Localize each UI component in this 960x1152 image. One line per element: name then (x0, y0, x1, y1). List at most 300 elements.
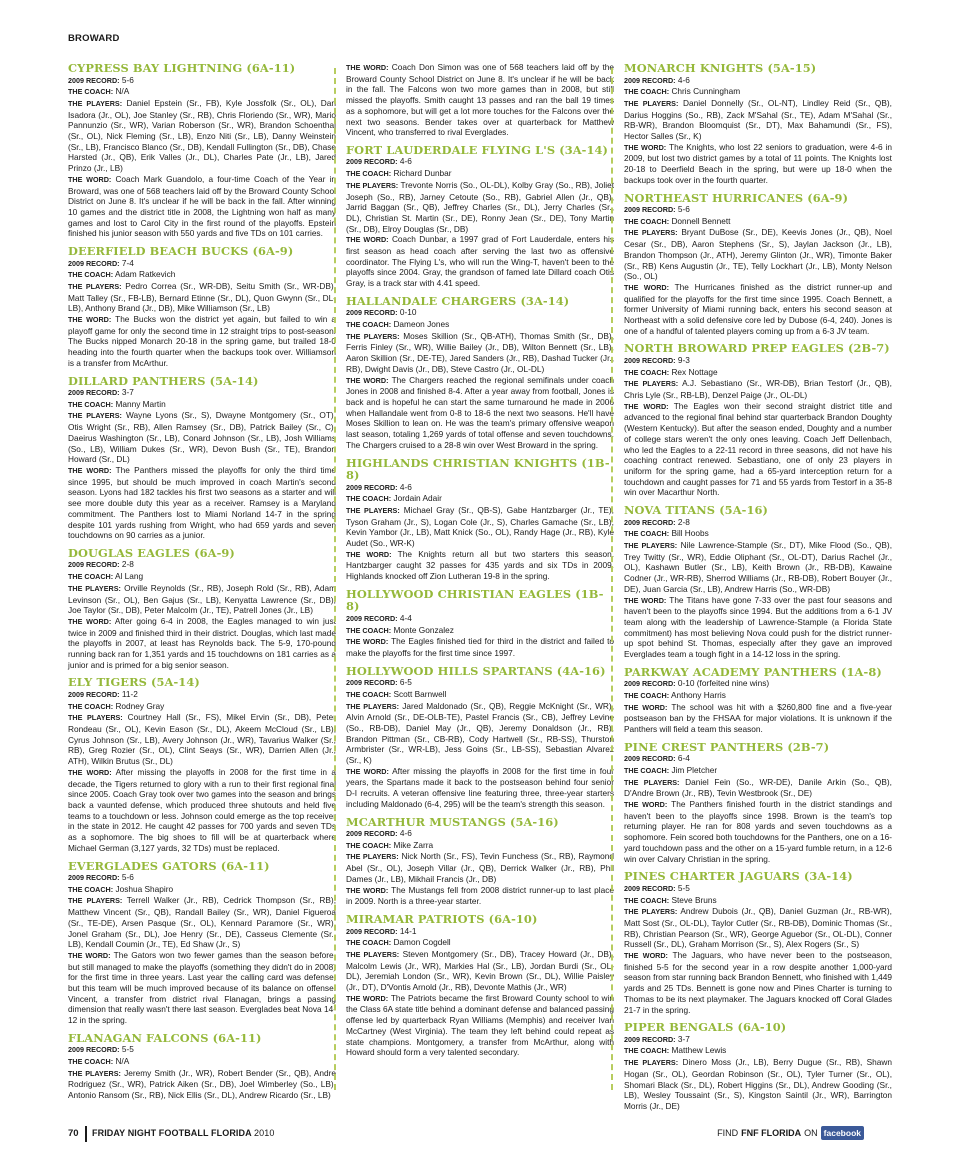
team-word-text: The Hurricanes finished as the district runner-up and qualified for the playoffs for the first time since 1995. Coach Bennett, a former University of Miami running back, enters his second season at Northeast with a solid defensive core led by Dubose (6-4, 240). Jones is one of a handful of talented players coming up from a 6-3 JV team. (624, 281, 892, 336)
team-coach (624, 765, 892, 777)
team-name: MCARTHUR MUSTANGS (5A-16) (346, 814, 559, 829)
team-players (624, 777, 892, 799)
team-players-text: Courtney Hall (Sr., FS), Mikel Ervin (Sr., DB), Peter Rondeau (Sr., OL), Kevin Eason (Sr., DL), Akeem McCloud (Sr., LB), Cyrus Johnson (Sr., LB), Avery Johnson (Jr., WR), Tavarius Walker (Sr., RB), Greg Rozier (Sr., OL), Clint Seays (Sr., WR), Darrien Allen (Jr., ATH), Wilkin Brutus (Sr., DL) (68, 712, 336, 767)
publication-year: 2010 (254, 1128, 275, 1138)
team-entry (68, 676, 336, 853)
team-entry (68, 375, 336, 541)
team-entry (346, 665, 614, 810)
team-players (624, 378, 892, 400)
team-players-label: THE PLAYERS: (346, 701, 399, 711)
team-record-text: 5-6 (677, 204, 690, 215)
team-record (624, 1034, 892, 1046)
team-word-text: The Eagles won their second straight district title and advanced to the regional final behind star quarterback Brandon Doughty (Western Kentucky). But after the season ended, Doughty and a number of college stars weren't the only ones leaving. Coach Jeff Dellenbach, who led the Eagles to a 22-11 record in three seasons, did not have his coaching contract renewed. Sebastiano, one of only 23 players in uniform for the spring game, had a 65-yard interception return for a touchdown and caught passes for 71 and 55 yards from Testorf in a 35-8 win over Macarthur North. (624, 400, 892, 498)
team-word (624, 702, 892, 735)
team-record-label: 2009 RECORD: (346, 926, 398, 936)
team-record-text: 0-10 (forfeited nine wins) (677, 678, 770, 689)
column-divider (611, 68, 613, 1090)
team-record (68, 258, 336, 270)
article-column-1 (68, 62, 336, 1107)
team-record (68, 689, 336, 701)
team-coach-text: Scott Barnwell (393, 688, 447, 699)
team-record-label: 2009 RECORD: (624, 517, 676, 527)
team-players-text: Pedro Correa (Sr., WR-DB), Seitu Smith (Sr., WR-DB), Matt Talley (Sr., FB-LB), Bernard Etinne (Sr., DL), Quon Gwynn (Sr., DL-LB), Anthony Brand (Jr., DB), Mike Williamson (Sr., LB) (68, 280, 336, 314)
team-players (624, 227, 892, 282)
team-record-label: 2009 RECORD: (68, 75, 120, 85)
team-record-label: 2009 RECORD: (68, 873, 120, 882)
team-players (68, 281, 336, 314)
team-coach-label: THE COACH: (68, 399, 114, 409)
team-coach-label: THE COACH: (68, 701, 114, 711)
team-record-label: 2009 RECORD: (624, 883, 676, 893)
team-coach-label: THE COACH: (346, 938, 392, 948)
team-name: FLANAGAN FALCONS (6A-11) (68, 1030, 262, 1045)
team-name: HIGHLANDS CHRISTIAN KNIGHTS (1B-8) (346, 455, 610, 482)
team-coach (624, 216, 892, 228)
team-word-label: THE WORD: (68, 315, 112, 325)
team-entry (68, 245, 336, 369)
team-record (68, 559, 336, 571)
team-coach (68, 269, 336, 281)
team-players (624, 540, 892, 595)
team-word-label: THE WORD: (346, 375, 389, 385)
team-players-label: THE PLAYERS: (68, 896, 123, 906)
team-coach-text: Anthony Harris (670, 689, 726, 700)
team-coach (346, 937, 614, 949)
team-name: DILLARD PANTHERS (5A-14) (68, 373, 259, 388)
team-coach-text: Dameon Jones (393, 319, 450, 330)
team-word (346, 766, 614, 810)
publication-name: FRIDAY NIGHT FOOTBALL FLORIDA (92, 1128, 252, 1138)
team-coach-label: THE COACH: (346, 625, 392, 635)
team-coach-text: Mike Zarra (393, 839, 434, 850)
team-coach (68, 86, 336, 98)
team-record-text: 4-6 (399, 156, 412, 167)
team-players (68, 712, 336, 767)
team-players-label: THE PLAYERS: (624, 1058, 679, 1068)
team-word (346, 885, 614, 907)
team-word (68, 950, 336, 1026)
team-coach (624, 895, 892, 907)
team-coach (68, 884, 336, 896)
team-word (68, 465, 336, 541)
team-coach (346, 689, 614, 701)
team-record-text: 6-4 (677, 753, 690, 764)
team-word (624, 142, 892, 186)
team-coach (346, 168, 614, 180)
team-word-text: The Gators won two fewer games than the season before, but still managed to make the playoffs (something they didn't do in 2008) for the first time in three years. Last year the calling card was defense, but this team will be much improved because of its balance on offense. Vincent, a transfer from district rival Flanagan, brings a passing dimension that really wasn't there last season. Everglades beat Nova 14-12 in the spring. (68, 949, 336, 1026)
team-record (346, 156, 614, 168)
section-label: BROWARD (68, 33, 120, 44)
team-entry (68, 1032, 336, 1101)
team-word-text: After going 6-4 in 2008, the Eagles managed to win just twice in 2009 and finished third in their district. Douglas, which last made the playoffs in 2007, at least has Reynolds back. The 5-9, 170-pound running back ran for 1,351 yards and 15 touchdowns on 181 carries as a junior and is primed for a big senior season. (68, 615, 336, 670)
team-entry (346, 913, 614, 1058)
team-word-label: THE WORD: (68, 616, 112, 626)
team-coach-label: THE COACH: (624, 529, 670, 539)
team-record-label: 2009 RECORD: (68, 689, 120, 699)
team-word-text: The Jaguars, who have never been to the postseason, finished 5-5 for the second year in a row despite another 1,000-yard season from star running back Brandon Bennett, who finished with 1,449 yards and 25 TDs. Bennett is gone now and Pines Charter is turning to Thomas to be its next playmaker. The Jaguars knocked off Coral Glades 21-7 in the spring. (624, 950, 892, 1015)
team-record-label: 2009 RECORD: (346, 678, 398, 688)
team-record (346, 828, 614, 840)
team-record-text: 7-4 (121, 257, 134, 268)
team-word (624, 595, 892, 660)
publication-title (92, 1128, 274, 1138)
team-entry (624, 741, 892, 865)
team-coach-label: THE COACH: (624, 87, 670, 97)
team-word-label: THE WORD: (624, 951, 668, 961)
team-coach-text: Rodney Gray (115, 700, 165, 711)
team-players (68, 410, 336, 465)
team-record-text: 5-6 (121, 74, 134, 85)
page-number: 70 (68, 1128, 79, 1139)
team-word (346, 993, 614, 1058)
team-entry (68, 860, 336, 1026)
team-record-label: 2009 RECORD: (624, 355, 676, 365)
team-players-text: Jared Maldonado (Sr., QB), Reggie McKnight (Sr., WR), Alvin Arnold (Sr., DE-OLB-TE), Pastel Francis (Sr., CB), Jeffrey Levine (So., RB-DB), Daniel May (Jr., QB), Jeremy Donaldson (Jr., RB), Brandon Pittman (Sr., CB-RB), Cody Hartwell (Sr., RB-SS), Thurston Armbrister (Sr., WR-LB), Jess Goins (Sr., LB-SS), Sebastian Alvarez (Sr., K) (346, 700, 614, 766)
team-record-label: 2009 RECORD: (68, 560, 120, 570)
team-name: NORTH BROWARD PREP EAGLES (2B-7) (624, 341, 890, 356)
team-record-label: 2009 RECORD: (346, 482, 398, 492)
team-entry (346, 295, 614, 451)
team-coach-text: Matthew Lewis (671, 1045, 727, 1056)
team-record-text: 5-5 (121, 1044, 134, 1055)
team-record-label: 2009 RECORD: (68, 1045, 120, 1055)
team-coach-text: Rex Nottage (671, 366, 718, 377)
team-record-text: 3-7 (121, 387, 134, 398)
team-word-text: The Panthers finished fourth in the district standings and haven't been to the playoffs since 1998. Brown is the team's top returning player. He ran for 808 yards and seven touchdowns as a sophomore. Fein scored both touchdowns for the Panthers, one on a 16-yard touchdown pass and the other on a 15-yard fumble return, in a 12-6 win over Calvary Christian in the spring. (624, 799, 892, 864)
team-coach-text: Manny Martin (115, 398, 166, 409)
team-coach-text: Donnell Bennett (671, 215, 731, 226)
team-record-text: 14-1 (399, 925, 417, 936)
team-name: ELY TIGERS (5A-14) (68, 675, 200, 690)
team-word-label: THE WORD: (346, 235, 389, 245)
team-word-text: The Knights return all but two starters this season. Hantzbarger caught 32 passes for 435 yards and six TDs in 2009. Highlands knocked off Zion Lutheran 19-8 in the spring. (346, 548, 614, 582)
team-record (624, 517, 892, 529)
team-record-text: 4-6 (399, 828, 412, 839)
team-coach (346, 319, 614, 331)
team-record-label: 2009 RECORD: (624, 754, 676, 764)
team-record (624, 678, 892, 690)
team-coach-text: N/A (115, 1056, 130, 1067)
team-players (346, 505, 614, 549)
team-players-text: Michael Gray (Sr., QB-S), Gabe Hantzbarger (Jr., TE), Tyson Graham (Jr., S), Logan Cole (Jr., S), Charles Gamache (Sr., LB), Kevin Yambor (Jr., LB), Matt Knick (So., OL), Randy Hage (Jr., RB), Kyle Audet (So., WR-K) (346, 504, 614, 549)
team-word (346, 375, 614, 451)
team-coach-label: THE COACH: (624, 1046, 670, 1056)
team-coach-text: Bill Hoobs (671, 528, 709, 539)
team-record (346, 926, 614, 938)
team-word-text: The Chargers reached the regional semifinals under coach Jones in 2008 and finished 8-4. After a year away from football, Jones is back and is hopeful he can start the same turnaround he made in 2006 when Hallandale went from 0-8 to 18-6 the next two seasons. He'll have Moses Skillion to lean on. He was the team's primary offensive weapon last season, totaling 1,269 yards of total offense and seven touchdowns. The Chargers cruised to a 28-8 win over West Broward in the spring. (346, 374, 615, 450)
team-record (68, 1044, 336, 1056)
team-name: PINES CHARTER JAGUARS (3A-14) (624, 869, 853, 884)
team-coach-label: THE COACH: (624, 765, 670, 775)
team-record-text: 2-8 (677, 516, 690, 527)
team-record-text: 5-5 (677, 882, 690, 893)
team-word-label: THE WORD: (624, 282, 669, 292)
team-entry (68, 547, 336, 671)
team-record-label: 2009 RECORD: (624, 679, 676, 689)
team-name: FORT LAUDERDALE FLYING L'S (3A-14) (346, 142, 609, 157)
team-players-text: Nick North (Sr., FS), Tevin Funchess (Sr., RB), Raymond Abel (Sr., OL), Joseph Villar (Jr., QB), Derrick Walker (Jr., RB), Phil Dames (Jr., LB), Mikhail Francis (Jr., DB) (346, 851, 614, 884)
team-record (624, 75, 892, 87)
team-coach-text: Jordain Adair (393, 493, 442, 504)
team-coach-label: THE COACH: (624, 216, 670, 226)
team-record (346, 613, 614, 625)
team-name: PIPER BENGALS (6A-10) (624, 1020, 787, 1035)
team-word-text: After missing the playoffs in 2008 for the first time in four years, the Spartans made it back to the postseason behind four senior D-I recruits. A veteran offensive line featuring three, three-year starters including Maldonado (6-4, 295) will be the team's strength this season. (346, 765, 614, 809)
team-word (68, 767, 336, 854)
team-players-text: Wayne Lyons (Sr., S), Dwayne Montgomery (Sr., OT), Otis Wright (Sr., RB), Allen Ramsey (Sr., DB), Patrick Bailey (Sr., C), Daeirus Washington (Sr., LB), Conard Johnson (Sr., LB), Josh Williams (So., LB), William Dukes (Sr., WR), Devon Bush (Sr., TE), Brandon Howard (Sr., DL) (68, 410, 337, 465)
team-word-label: THE WORD: (624, 595, 667, 605)
team-players-text: Jeremy Smith (Jr., WR), Robert Bender (Sr., QB), Andre Rodriguez (Sr., WR), Patrick Aiken (Sr., DB), Joel Wimberley (So., LB), Antonio Ransom (Sr., RB), Nick Ellis (Sr., DL), Andrew Ricardo (Sr., LB) (68, 1067, 336, 1101)
team-word-label: THE WORD: (68, 466, 112, 475)
team-coach-label: THE COACH: (68, 87, 114, 97)
team-coach-label: THE COACH: (346, 840, 392, 850)
team-coach-text: Al Lang (114, 571, 144, 582)
team-word-label: THE WORD: (624, 142, 667, 152)
team-players-text: Orville Reynolds (Sr., RB), Joseph Rold (Sr., RB), Adam Levinson (Sr., OL), Ben Gajus (Sr., LB), Kenyatta Lawrence (Sr., DB), Joe Taylor (Sr., DB), Peter Malcolm (Jr., TE), Patrell Jones (Jr., LB) (68, 582, 336, 616)
team-record (68, 872, 336, 884)
team-entry (624, 504, 892, 660)
team-players (624, 1057, 892, 1112)
team-name: MIRAMAR PATRIOTS (6A-10) (346, 912, 538, 926)
team-coach (624, 1045, 892, 1057)
team-coach-text: Joshua Shapiro (115, 883, 174, 894)
team-coach-label: THE COACH: (346, 494, 392, 504)
team-coach (68, 701, 336, 713)
team-players-label: THE PLAYERS: (68, 713, 123, 723)
team-players-label: THE PLAYERS: (346, 505, 400, 515)
team-word-label: THE WORD: (624, 702, 668, 712)
team-entry (68, 62, 336, 239)
team-record-text: 4-6 (677, 74, 690, 85)
team-word-text: Coach Dunbar, a 1997 grad of Fort Lauderdale, enters his first season as head coach after serving the last two as offensive coordinator. The Flying L's, who will run the Wing-T, haven't been to the playoffs since 2004. Gray, the grandson of famed late Dillard coach Otis Gray, is a track star with 4.41 speed. (346, 234, 614, 289)
team-players-text: Daniel Epstein (Sr., FB), Kyle Jossfolk (Sr., OL), Dan Isadora (Jr., OL), Joe Stanley (Sr., RB), Chris Floriendo (Sr., WR), Mario Pannunzio (Sr., WR), Varian Roberson (Sr., WR), Brandon Schoenthal (Sr., OL), Nick Fleming (Sr., LB), Enzo Niti (Sr., LB), Danny Weinstein (Sr., LB), Francisco Blanco (Sr., DB), Kendall Fullington (Sr., DB), Chase Harsted (Jr., QB), Erik Valles (Jr., DL), Charles Pate (Jr., LB), Jared Prinzo (Jr., LB) (68, 97, 337, 174)
team-players (346, 701, 614, 766)
team-players-text: Bryant DuBose (Sr., DE), Keevis Jones (Jr., QB), Noel Cesar (Sr., DB), Aaron Stephens (Sr., S), Jaylan Jackson (Jr., LB), Brandon Thompson (Jr., ATH), Jeremy Glinton (Jr., WR), Timonte Baker (Sr., RB) Kens Augustin (Jr., TE), Telly Lockhart (Jr., LB), Monty Nelson (So., OL) (624, 227, 892, 282)
facebook-callout[interactable] (717, 1126, 864, 1140)
team-name: NORTHEAST HURRICANES (6A-9) (624, 190, 849, 205)
team-coach-label: THE COACH: (346, 320, 392, 330)
team-name: HALLANDALE CHARGERS (3A-14) (346, 293, 570, 308)
team-players-label: THE PLAYERS: (346, 949, 400, 959)
team-players (68, 1068, 336, 1101)
team-coach-label: THE COACH: (68, 1057, 114, 1067)
team-word (68, 174, 336, 239)
team-entry (346, 144, 614, 289)
team-entry (346, 457, 614, 582)
team-record (346, 307, 614, 319)
team-players-text: Trevonte Norris (So., OL-DL), Kolby Gray (So., RB), Joliet Joseph (So., RB), Jarney Cetoute (So., RB), Gabriel Allen (Jr., QB), Jarrid Baggan (Sr., QB), Jeffrey Charles (Sr., DL), Jerry Charles (Sr., DL), Christian St. Martin (Sr., DE), Ronny Jean (Sr., DE), Tony Martin (Sr., DB), Elroy Douglas (Sr., DB) (346, 179, 614, 234)
team-record-text: 2-8 (121, 559, 134, 570)
team-entry (624, 62, 892, 186)
team-name: CYPRESS BAY LIGHTNING (6A-11) (68, 61, 296, 75)
team-coach (624, 528, 892, 540)
team-record (346, 482, 614, 494)
team-players-label: THE PLAYERS: (68, 281, 122, 291)
team-coach (346, 625, 614, 637)
team-word-label: THE WORD: (624, 401, 669, 411)
team-record-text: 6-5 (399, 677, 412, 688)
team-players-label: THE PLAYERS: (624, 541, 678, 551)
team-players-label: THE PLAYERS: (624, 228, 678, 238)
team-players-label: THE PLAYERS: (624, 379, 679, 389)
team-coach-label: THE COACH: (624, 367, 670, 377)
team-coach (624, 367, 892, 379)
team-word (68, 314, 336, 369)
team-entry (624, 1021, 892, 1111)
team-word (346, 636, 614, 658)
team-players (346, 851, 614, 884)
team-name: HOLLYWOOD CHRISTIAN EAGLES (1B-8) (346, 586, 604, 614)
team-word-text: The Patriots became the first Broward County school to win the Class 6A state title behind a dominant defense and balanced passing offense led by quarterback Ryan Williams (Memphis) and receiver Ivan McCartney (West Virginia). The team they left behind could repeat as state champions. Montgomery, a transfer from McArthur, along with Howard should form a very talented secondary. (346, 992, 614, 1058)
team-players-text: Steven Montgomery (Sr., DB), Tracey Howard (Jr., DB), Malcolm Lewis (Jr., WR), Markies Hal (Sr., LB), Jordan Burdi (Sr., OL-DL), Jeremiah London (Sr., WR), Kevin Brown (Sr., DL), Willie Paisley (Jr., DT), D'Vontis Arnold (Jr., RB), Devonte Mathis (Jr., WR) (346, 948, 614, 993)
team-word-label: THE WORD: (346, 885, 389, 895)
team-record (68, 75, 336, 87)
page-footer (68, 1126, 864, 1142)
team-players-text: Daniel Donnelly (Sr., OL-NT), Lindley Reid (Sr., QB), Darius Hoggins (So., RB), Zack M'Sahal (Sr., TE), Adam M'Sahal (Sr., RB-WR), Brandon Bloomquist (Sr., DT), Max Bahamundi (Sr., FS), Hector Salles (Sr., K) (624, 97, 892, 142)
team-word-text: The school was hit with a $260,800 fine and a five-year postseason ban by the FHSAA for major violations. It is unknown if the Panthers will field a team this season. (624, 701, 892, 735)
team-players-label: THE PLAYERS: (68, 583, 121, 593)
team-coach-text: Steve Bruns (671, 894, 717, 905)
team-word (624, 282, 892, 337)
team-entry (624, 342, 892, 498)
team-record-text: 4-4 (399, 612, 412, 623)
team-word (346, 234, 614, 289)
team-word-text: Coach Don Simon was one of 568 teachers laid off by the Broward County School District on June 8. It's unclear if he will be back in the fall. The Falcons won two more games than in 2008, but still missed the playoffs. Smith caught 13 passes and ran the ball 19 times as a sophomore, but will get a lot more touches for the Falcons over the next two seasons. Bender takes over at quarterback for Matthew Vincent, who transferred to rival Everglades. (346, 62, 614, 138)
team-coach (624, 690, 892, 702)
team-coach-text: Richard Dunbar (393, 168, 452, 179)
team-players (68, 98, 336, 174)
team-word-text: Coach Mark Guandolo, a four-time Coach of the Year in Broward, was one of 568 teachers laid off by the Broward County School District on June 8. It's unclear if he will be back in the fall. After winning 10 games and the district title in 2008, the Lightning won half as many games and lost to Carol City in the first round of the playoffs. Epstein finished his junior season with 550 yards and five TDs on 101 carries. (68, 173, 336, 239)
team-coach-label: THE COACH: (346, 169, 392, 179)
team-name: EVERGLADES GATORS (6A-11) (68, 858, 270, 873)
team-players-text: Terrell Walker (Jr., RB), Cedrick Thompson (Sr., RB), Matthew Vincent (Sr., QB), Randall Bailey (Sr., WR), Daniel Figueroa (Sr., TE-DE), Arsen Pasque (Sr., OL), Kennard Paramore (Sr., WR), Jonel Graham (Sr., DL), Joe Henry (Sr., DE), Casseus Clemente (Sr., LB), Kendall Coumin (Jr., TE), Ed Shaw (Jr., S) (68, 895, 336, 950)
team-coach-text: Jim Pletcher (671, 764, 718, 775)
team-coach (68, 571, 336, 583)
team-word-label: THE WORD: (346, 63, 389, 72)
team-record-label: 2009 RECORD: (346, 157, 398, 167)
team-name: PINE CREST PANTHERS (2B-7) (624, 739, 830, 754)
team-coach (346, 493, 614, 505)
team-record-text: 4-6 (399, 481, 412, 492)
cta-prefix: FIND (717, 1128, 739, 1138)
team-record (624, 883, 892, 895)
team-word-label: THE WORD: (68, 950, 111, 960)
team-players-label: THE PLAYERS: (624, 907, 678, 917)
team-players (68, 895, 336, 950)
team-word (68, 616, 336, 671)
team-record-text: 0-10 (399, 307, 417, 318)
team-word (624, 799, 892, 864)
team-word-text: After missing the playoffs in 2008 for the first time in a decade, the Tigers returned to glory with a run to their first regional final since 2005. Coach Gray took over two games into the season and brings back a vaunted defense, which produced three shutouts and held five teams to a touchdown or less. Johnson could emerge as the top receiver in the state in 2012. He caught 42 passes for 700 yards and seven TDs as a sophomore. The big shoes to fill will be at quarterback where Michael German (3,127 yards, 32 TDs) must be replaced. (68, 766, 336, 853)
team-name: NOVA TITANS (5A-16) (624, 503, 769, 518)
team-entry (346, 588, 614, 659)
cta-brand: FNF FLORIDA (741, 1128, 802, 1138)
team-coach (624, 86, 892, 98)
team-players-text: Daniel Fein (So., WR-DE), Danile Arkin (So., QB), D'Andre Brown (Jr., RB), Tevin Westbrook (Sr., DE) (624, 776, 892, 799)
team-players (346, 180, 614, 235)
column-divider (334, 68, 336, 1090)
team-coach-label: THE COACH: (68, 270, 114, 280)
team-players-text: Andrew Dubois (Jr., QB), Daniel Guzman (Jr., RB-WR), Matt Sost (Sr., OL-DL), Taylor Cutler (Sr., RB-DB), Dominic Thomas (Sr., RB), Christian Pearson (Sr., WR), George Aguebor (Sr., OL-DL), Conner Russell (Sr., DL), Graham Morrison (Sr., S), Alex Rogers (Sr., S) (624, 906, 892, 950)
team-record (346, 677, 614, 689)
team-word (346, 62, 614, 138)
team-record-text: 3-7 (677, 1033, 690, 1044)
team-record-label: 2009 RECORD: (346, 613, 398, 623)
team-record-label: 2009 RECORD: (346, 829, 398, 839)
team-name: DOUGLAS EAGLES (6A-9) (68, 545, 235, 560)
team-players-text: Dinero Moss (Jr., LB), Berry Dugue (Sr., RB), Shawn Hogan (Sr., OL), Geordan Robinson (Sr., OL), Tyler Turner (Sr., OL), Shomari Black (Sr., DL), Robert Higgins (Sr., DL), Andrew Gooding (Sr., LB), Wesley Toussaint (Sr., S), Kingston Saintil (Jr., WR), Barrington Morris (Jr., DE) (624, 1057, 893, 1111)
team-coach (68, 1056, 336, 1068)
team-players-label: THE PLAYERS: (346, 852, 399, 862)
team-record (68, 387, 336, 399)
team-word-label: THE WORD: (346, 637, 389, 647)
team-players-label: THE PLAYERS: (346, 331, 400, 341)
team-record-label: 2009 RECORD: (624, 75, 676, 85)
team-record-label: 2009 RECORD: (68, 258, 120, 268)
team-players-label: THE PLAYERS: (624, 98, 679, 108)
team-word (624, 401, 892, 498)
team-record-text: 11-2 (121, 688, 138, 699)
team-players-text: Moses Skillion (Sr., QB-ATH), Thomas Smith (Sr., DB), Ferris Finley (Sr., WR), Willie Bailey (Jr., DB), Wilton Bennett (Sr., LB), Aaron Skillion (Sr., DE-TE), Jared Sanders (Jr., RB), Dashad Tucker (Jr., RB), Dwight Davis (Jr., DB), Steve Castro (Jr., OL-DL) (346, 330, 615, 374)
team-word (624, 950, 892, 1015)
team-record-label: 2009 RECORD: (624, 1034, 676, 1044)
team-word-label: THE WORD: (346, 766, 389, 776)
team-entry (624, 666, 892, 735)
team-players (346, 331, 614, 375)
team-coach (346, 840, 614, 852)
facebook-logo-icon[interactable]: facebook (821, 1126, 864, 1140)
team-name: PARKWAY ACADEMY PANTHERS (1A-8) (624, 664, 882, 679)
team-entry (346, 816, 614, 907)
team-coach-label: THE COACH: (68, 572, 114, 582)
team-record-text: 9-3 (677, 354, 690, 365)
team-word-text: The Knights, who lost 22 seniors to graduation, were 4-6 in 2009, but lost two district games by a total of 11 points. The Knights lost 20-18 to Deerfield Beach in the spring, but were up 18-0 when the backups took over in the fourth quarter. (624, 141, 893, 185)
team-coach-label: THE COACH: (624, 895, 670, 905)
team-coach (68, 399, 336, 411)
footer-divider (85, 1126, 87, 1142)
team-word-text: The Eagles finished tied for third in the district and failed to make the playoffs for the first time since 1997. (346, 636, 614, 658)
team-players-label: THE PLAYERS: (68, 411, 122, 421)
team-coach-text: Damon Cogdell (393, 937, 451, 948)
team-players-text: Nile Lawrence-Stample (Sr., DT), Mike Flood (So., QB), Trey Twitty (Sr., WR), Eddie Oliphant (Sr., OL-DT), Darius Rachel (Jr., OL), Kashawn Butler (Sr., LB), Keith Brown (Jr., RB-DB), Kawaine Codner (Jr., WR-RB), Sherrod Williams (Jr., RB-DB), Robert Bouyer (Jr., DE), Juan Garcia (Sr., LB), Andrew Harris (So., WR-DB) (624, 540, 892, 594)
team-word-label: THE WORD: (68, 174, 112, 184)
team-name: DEERFIELD BEACH BUCKS (6A-9) (68, 244, 294, 259)
team-coach-text: Adam Ratkevich (114, 269, 176, 280)
team-coach-label: THE COACH: (68, 884, 114, 894)
team-coach-text: Chris Cunningham (671, 86, 741, 97)
team-word-label: THE WORD: (346, 549, 392, 559)
team-record-text: 5-6 (121, 872, 134, 882)
team-record-label: 2009 RECORD: (346, 308, 398, 318)
team-record (624, 355, 892, 367)
team-entry (624, 192, 892, 337)
team-players (624, 906, 892, 950)
team-players-label: THE PLAYERS: (68, 98, 123, 108)
team-coach-label: THE COACH: (346, 689, 392, 699)
team-players-label: THE PLAYERS: (68, 1068, 121, 1078)
team-record (624, 753, 892, 765)
team-players (624, 98, 892, 142)
team-players-label: THE PLAYERS: (346, 180, 399, 190)
team-word-label: THE WORD: (68, 767, 112, 777)
team-word-text: The Bucks won the district yet again, but failed to win a playoff game for only the second time in 12 straight trips to post-season. The Bucks nipped Monarch 20-18 in the spring game, but trailed 18-0 heading into the fourth quarter when the backups took over. Williamson is a transfer from McArthur. (68, 314, 337, 368)
team-record-label: 2009 RECORD: (624, 205, 676, 215)
team-word-text: The Mustangs fell from 2008 district runner-up to last place in 2009. North is a three-year starter. (346, 884, 614, 907)
cta-suffix: ON (804, 1128, 818, 1138)
article-column-3 (624, 62, 892, 1118)
team-name: MONARCH KNIGHTS (5A-15) (624, 61, 817, 75)
team-record-label: 2009 RECORD: (68, 388, 120, 398)
